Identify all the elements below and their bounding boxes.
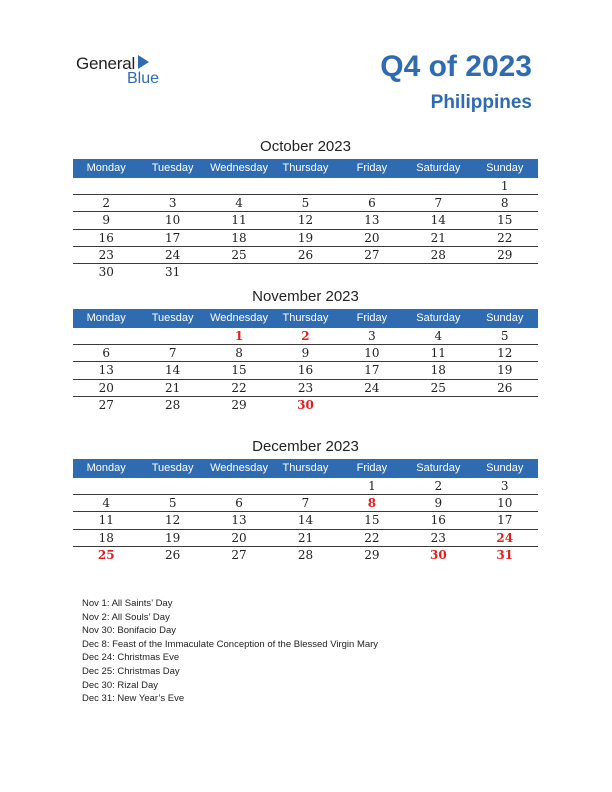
week-row — [73, 530, 538, 547]
day-cell: 14 — [164, 363, 181, 378]
day-cell: 16 — [430, 513, 446, 528]
empty-day-cell — [206, 178, 272, 194]
weekday-header-cell: Wednesday — [210, 312, 268, 324]
weekday-header-cell: Wednesday — [210, 462, 268, 474]
day-cell: 4 — [235, 196, 243, 211]
day-cell: 27 — [98, 397, 114, 412]
day-cell: 13 — [231, 513, 247, 528]
day-cell: 6 — [102, 346, 111, 361]
day-cell: 29 — [364, 547, 380, 562]
day-cell: 22 — [231, 380, 247, 395]
empty-day-cell — [339, 178, 405, 194]
day-cell: 18 — [98, 530, 114, 545]
holiday-note: Nov 2: All Souls’ Day — [82, 611, 170, 623]
day-cell: 24 — [364, 380, 380, 395]
weekday-header-cell: Thursday — [282, 462, 329, 474]
empty-day-cell — [73, 328, 139, 344]
day-cell: 3 — [168, 196, 177, 211]
holiday-note: Dec 8: Feast of the Immaculate Conception of the Blessed Virgin Mary — [82, 638, 379, 650]
day-cell: 17 — [497, 513, 513, 528]
week-row — [73, 328, 538, 345]
empty-day-cell — [272, 478, 338, 494]
holiday-notes-list — [82, 597, 378, 706]
day-cell: 15 — [364, 513, 380, 528]
day-cell: 25 — [430, 380, 446, 395]
day-cell: 7 — [168, 346, 177, 361]
logo-triangle-icon — [138, 55, 149, 69]
day-cell: 1 — [234, 329, 244, 343]
month-title: December 2023 — [252, 438, 359, 455]
day-cell: 10 — [497, 496, 513, 511]
day-cell: 11 — [430, 346, 446, 361]
day-cell: 9 — [301, 346, 310, 361]
holiday-note: Dec 24: Christmas Eve — [82, 652, 180, 664]
day-cell: 16 — [297, 363, 314, 378]
day-cell: 18 — [231, 230, 247, 245]
day-cell: 10 — [164, 213, 181, 228]
weekday-header-cell: Thursday — [282, 312, 329, 324]
empty-day-cell — [139, 178, 205, 194]
day-cell: 21 — [430, 230, 446, 245]
logo-text-general: General — [76, 54, 136, 73]
day-cell: 28 — [164, 397, 181, 412]
week-row — [73, 247, 538, 264]
day-cell: 4 — [102, 496, 111, 511]
day-cell: 19 — [164, 530, 181, 545]
day-cell: 2 — [434, 479, 443, 493]
holiday-note: Nov 1: All Saints’ Day — [82, 598, 173, 609]
day-cell: 21 — [297, 530, 314, 545]
day-cell: 30 — [98, 264, 114, 279]
holiday-note: Dec 25: Christmas Day — [82, 665, 180, 677]
week-row — [73, 345, 538, 362]
day-cell: 25 — [231, 247, 247, 262]
logo-text-blue: Blue — [127, 70, 160, 87]
day-cell: 20 — [364, 230, 380, 245]
day-cell: 29 — [231, 397, 247, 412]
weekday-header-cell: Sunday — [486, 162, 524, 174]
weekday-header-row — [73, 159, 538, 178]
empty-day-cell — [405, 397, 471, 414]
day-cell: 31 — [496, 547, 514, 562]
empty-day-cell — [472, 264, 538, 281]
day-cell: 5 — [168, 496, 177, 511]
empty-day-cell — [139, 328, 205, 344]
month-title: October 2023 — [260, 138, 351, 155]
weekday-header-cell: Monday — [86, 312, 126, 324]
day-cell: 14 — [430, 213, 446, 228]
day-cell: 30 — [429, 547, 447, 562]
day-cell: 25 — [97, 547, 115, 562]
weekday-header-cell: Monday — [86, 162, 126, 174]
day-cell: 14 — [297, 513, 314, 528]
weekday-header-cell: Wednesday — [210, 162, 268, 174]
weekday-header-cell: Sunday — [486, 462, 524, 474]
holiday-note: Nov 30: Bonifacio Day — [82, 625, 176, 637]
day-cell: 22 — [497, 230, 513, 245]
month-calendar-december — [73, 437, 538, 564]
week-row — [73, 547, 538, 564]
empty-day-cell — [339, 397, 405, 414]
weekday-header-cell: Saturday — [416, 462, 461, 474]
day-cell: 23 — [297, 380, 314, 395]
day-cell: 3 — [368, 329, 376, 343]
day-cell: 30 — [297, 397, 314, 412]
weekday-header-cell: Saturday — [416, 312, 461, 324]
day-cell: 8 — [367, 496, 377, 511]
empty-day-cell — [206, 478, 272, 494]
day-cell: 9 — [434, 496, 443, 511]
day-cell: 26 — [164, 547, 181, 562]
day-cell: 2 — [301, 329, 310, 343]
day-cell: 7 — [301, 496, 310, 511]
week-row — [73, 512, 538, 529]
week-row — [73, 212, 538, 229]
day-cell: 13 — [364, 213, 380, 228]
weekday-header-cell: Saturday — [416, 162, 461, 174]
month-calendar-october — [73, 137, 538, 281]
empty-day-cell — [73, 478, 139, 494]
day-cell: 11 — [231, 213, 247, 228]
day-cell: 21 — [164, 380, 181, 395]
day-cell: 12 — [497, 346, 513, 361]
holiday-note: Dec 31: New Year’s Eve — [82, 693, 185, 705]
month-title: November 2023 — [252, 288, 359, 305]
week-row — [73, 362, 538, 379]
day-cell: 17 — [164, 230, 181, 245]
day-cell: 20 — [98, 380, 114, 395]
day-cell: 3 — [500, 479, 509, 493]
day-cell: 31 — [164, 264, 181, 279]
month-calendar-november — [73, 287, 538, 414]
weekday-header-cell: Friday — [356, 462, 388, 474]
day-cell: 5 — [301, 196, 310, 211]
empty-day-cell — [472, 397, 538, 414]
day-cell: 27 — [231, 547, 247, 562]
weekday-header-row — [73, 459, 538, 478]
day-cell: 6 — [235, 496, 243, 511]
day-cell: 19 — [497, 363, 513, 378]
empty-day-cell — [206, 264, 272, 281]
week-row — [73, 264, 538, 281]
weekday-header-row — [73, 309, 538, 328]
day-cell: 12 — [164, 513, 181, 528]
day-cell: 12 — [297, 213, 314, 228]
day-cell: 27 — [364, 247, 380, 262]
weekday-header-cell: Thursday — [282, 162, 329, 174]
day-cell: 5 — [500, 329, 509, 343]
day-cell: 28 — [430, 247, 446, 262]
day-cell: 23 — [98, 247, 114, 262]
day-cell: 29 — [497, 247, 513, 262]
day-cell: 8 — [235, 346, 243, 361]
weekday-header-cell: Friday — [356, 162, 388, 174]
day-cell: 28 — [297, 547, 314, 562]
empty-day-cell — [139, 478, 205, 494]
day-cell: 1 — [368, 479, 376, 493]
empty-day-cell — [272, 264, 338, 281]
day-cell: 4 — [434, 329, 443, 343]
week-row — [73, 230, 538, 247]
weekday-header-cell: Tuesday — [151, 162, 194, 174]
day-cell: 16 — [98, 230, 114, 245]
day-cell: 18 — [430, 363, 446, 378]
empty-day-cell — [405, 264, 471, 281]
day-cell: 26 — [297, 247, 314, 262]
day-cell: 6 — [368, 196, 376, 211]
empty-day-cell — [272, 178, 338, 194]
holiday-note: Dec 30: Rizal Day — [82, 679, 159, 691]
day-cell: 24 — [164, 247, 181, 262]
week-row — [73, 478, 538, 495]
day-cell: 13 — [98, 363, 114, 378]
day-cell: 26 — [497, 380, 513, 395]
day-cell: 11 — [98, 513, 114, 528]
week-row — [73, 495, 538, 512]
day-cell: 7 — [434, 196, 443, 211]
weekday-header-cell: Tuesday — [151, 312, 194, 324]
day-cell: 1 — [500, 179, 509, 193]
day-cell: 23 — [430, 530, 446, 545]
day-cell: 2 — [102, 196, 111, 211]
week-row — [73, 397, 538, 414]
day-cell: 20 — [231, 530, 247, 545]
week-row — [73, 380, 538, 397]
page-title: Q4 of 2023 — [380, 50, 532, 83]
weekday-header-cell: Sunday — [486, 312, 524, 324]
week-row — [73, 178, 538, 195]
empty-day-cell — [339, 264, 405, 281]
day-cell: 10 — [364, 346, 380, 361]
day-cell: 8 — [500, 196, 509, 211]
day-cell: 9 — [102, 213, 111, 228]
day-cell: 22 — [364, 530, 380, 545]
week-row — [73, 195, 538, 212]
weekday-header-cell: Monday — [86, 462, 126, 474]
day-cell: 24 — [496, 530, 514, 545]
weekday-header-cell: Tuesday — [151, 462, 194, 474]
empty-day-cell — [405, 178, 471, 194]
weekday-header-cell: Friday — [356, 312, 388, 324]
empty-day-cell — [73, 178, 139, 194]
day-cell: 15 — [497, 213, 513, 228]
day-cell: 19 — [297, 230, 314, 245]
day-cell: 17 — [364, 363, 380, 378]
day-cell: 15 — [231, 363, 247, 378]
country-subtitle: Philippines — [430, 92, 532, 113]
